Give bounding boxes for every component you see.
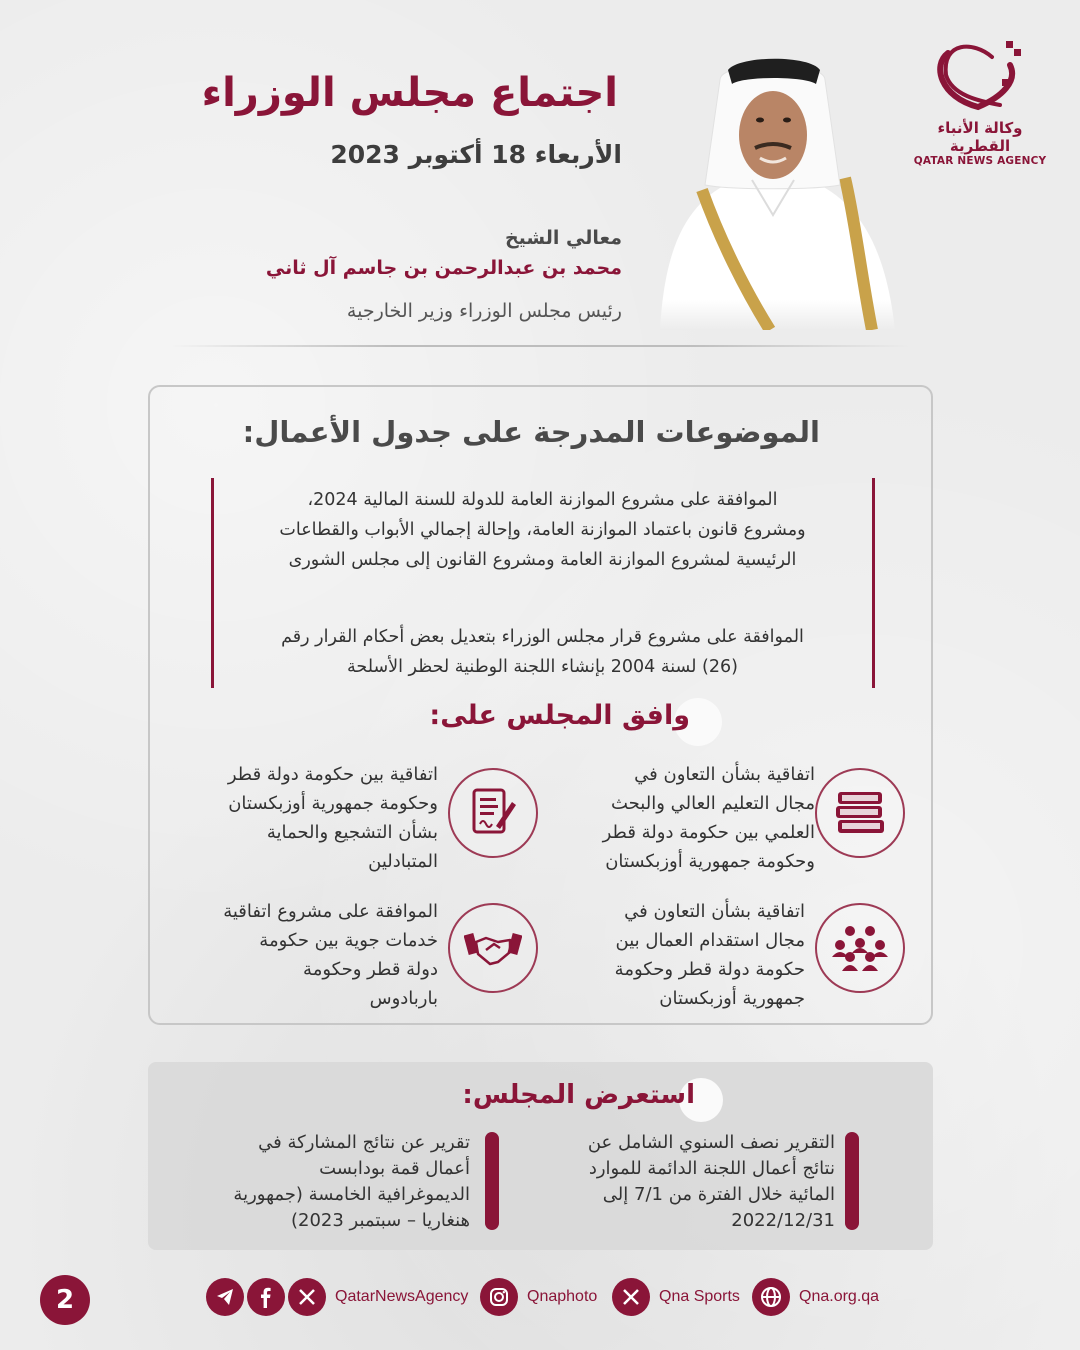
approved-title: وافق المجلس على: [429,700,690,731]
honorific: معالي الشيخ [504,227,622,249]
review-right-bar [845,1132,859,1230]
agenda-left-bar [211,478,214,688]
logo-name-arabic: وكالة الأنباء القطرية [937,119,1023,155]
document-signing-icon [448,768,538,858]
agenda-item-1: الموافقة على مشروع الموازنة العامة للدولة للسنة المالية 2024، ومشروع قانون باعتماد الموازنة العامة، وإحالة إجمالي الأبواب والقطاعات الرئيسية لمشروع الموازنة العامة ومشروع القانون إلى مجلس الشورى [279,490,806,570]
page-number: 2 [40,1275,90,1325]
review-item-1: التقرير نصف السنوي الشامل عن نتائج أعمال اللجنة الدائمة للموارد المائية خلال الفترة من 7/1 إلى 2022/12/31 [587,1132,835,1231]
header-divider [170,345,910,347]
social-group-main [206,1278,468,1316]
telegram-icon[interactable] [206,1278,244,1316]
review-item-2: تقرير عن نتائج المشاركة في أعمال قمة بودابست الديموغرافية الخامسة (جمهورية هنغاريا – سبتمبر 2023) [233,1132,470,1231]
workers-group-icon [815,903,905,993]
social-handle-instagram[interactable]: Qnaphoto [527,1288,598,1305]
approved-heading [429,700,690,750]
logo-name-english: QATAR NEWS AGENCY [913,155,1047,167]
x-icon[interactable] [612,1278,650,1316]
globe-icon[interactable] [752,1278,790,1316]
instagram-icon[interactable] [480,1278,518,1316]
social-handle-sports[interactable]: Qna Sports [659,1288,740,1305]
website-link[interactable]: Qna.org.qa [799,1288,880,1305]
review-title: استعرض المجلس: [462,1080,695,1110]
page-title: اجتماع مجلس الوزراء [201,70,618,116]
meeting-date: الأربعاء 18 أكتوبر 2023 [330,140,622,169]
approved-item-1: اتفاقية بشأن التعاون في مجال التعليم العالي والبحث العلمي بين حكومة دولة قطر وحكومة جمهورية أوزبكستان [602,764,815,872]
books-icon [815,768,905,858]
handshake-icon [448,903,538,993]
agenda-right-bar [872,478,875,688]
agenda-title: الموضوعات المدرجة على جدول الأعمال: [242,415,820,449]
review-heading [462,1080,695,1110]
approved-item-4: الموافقة على مشروع اتفاقية خدمات جوية بين حكومة دولة قطر وحكومة باربادوس [223,901,438,1009]
qna-logo [905,35,1055,167]
portrait-photo [640,40,905,330]
facebook-icon[interactable] [247,1278,285,1316]
official-name: محمد بن عبدالرحمن بن جاسم آل ثاني [265,257,622,279]
x-icon[interactable] [288,1278,326,1316]
review-left-bar [485,1132,499,1230]
official-position: رئيس مجلس الوزراء وزير الخارجية [346,300,622,322]
social-group-sports [612,1278,740,1316]
social-group-instagram [480,1278,597,1316]
social-handle-main[interactable]: QatarNewsAgency [335,1288,469,1305]
qna-logo-icon [930,35,1030,115]
social-group-website [752,1278,879,1316]
approved-item-3: اتفاقية بشأن التعاون في مجال استقدام العمال بين حكومة دولة قطر وحكومة جمهورية أوزبكستان [614,901,805,1009]
agenda-item-2: الموافقة على مشروع قرار مجلس الوزراء بتعديل بعض أحكام القرار رقم (26) لسنة 2004 بإنشاء اللجنة الوطنية لحظر الأسلحة [281,627,804,677]
approved-item-2: اتفاقية بين حكومة دولة قطر وحكومة جمهورية أوزبكستان بشأن التشجيع والحماية المتبادلين [227,764,438,872]
